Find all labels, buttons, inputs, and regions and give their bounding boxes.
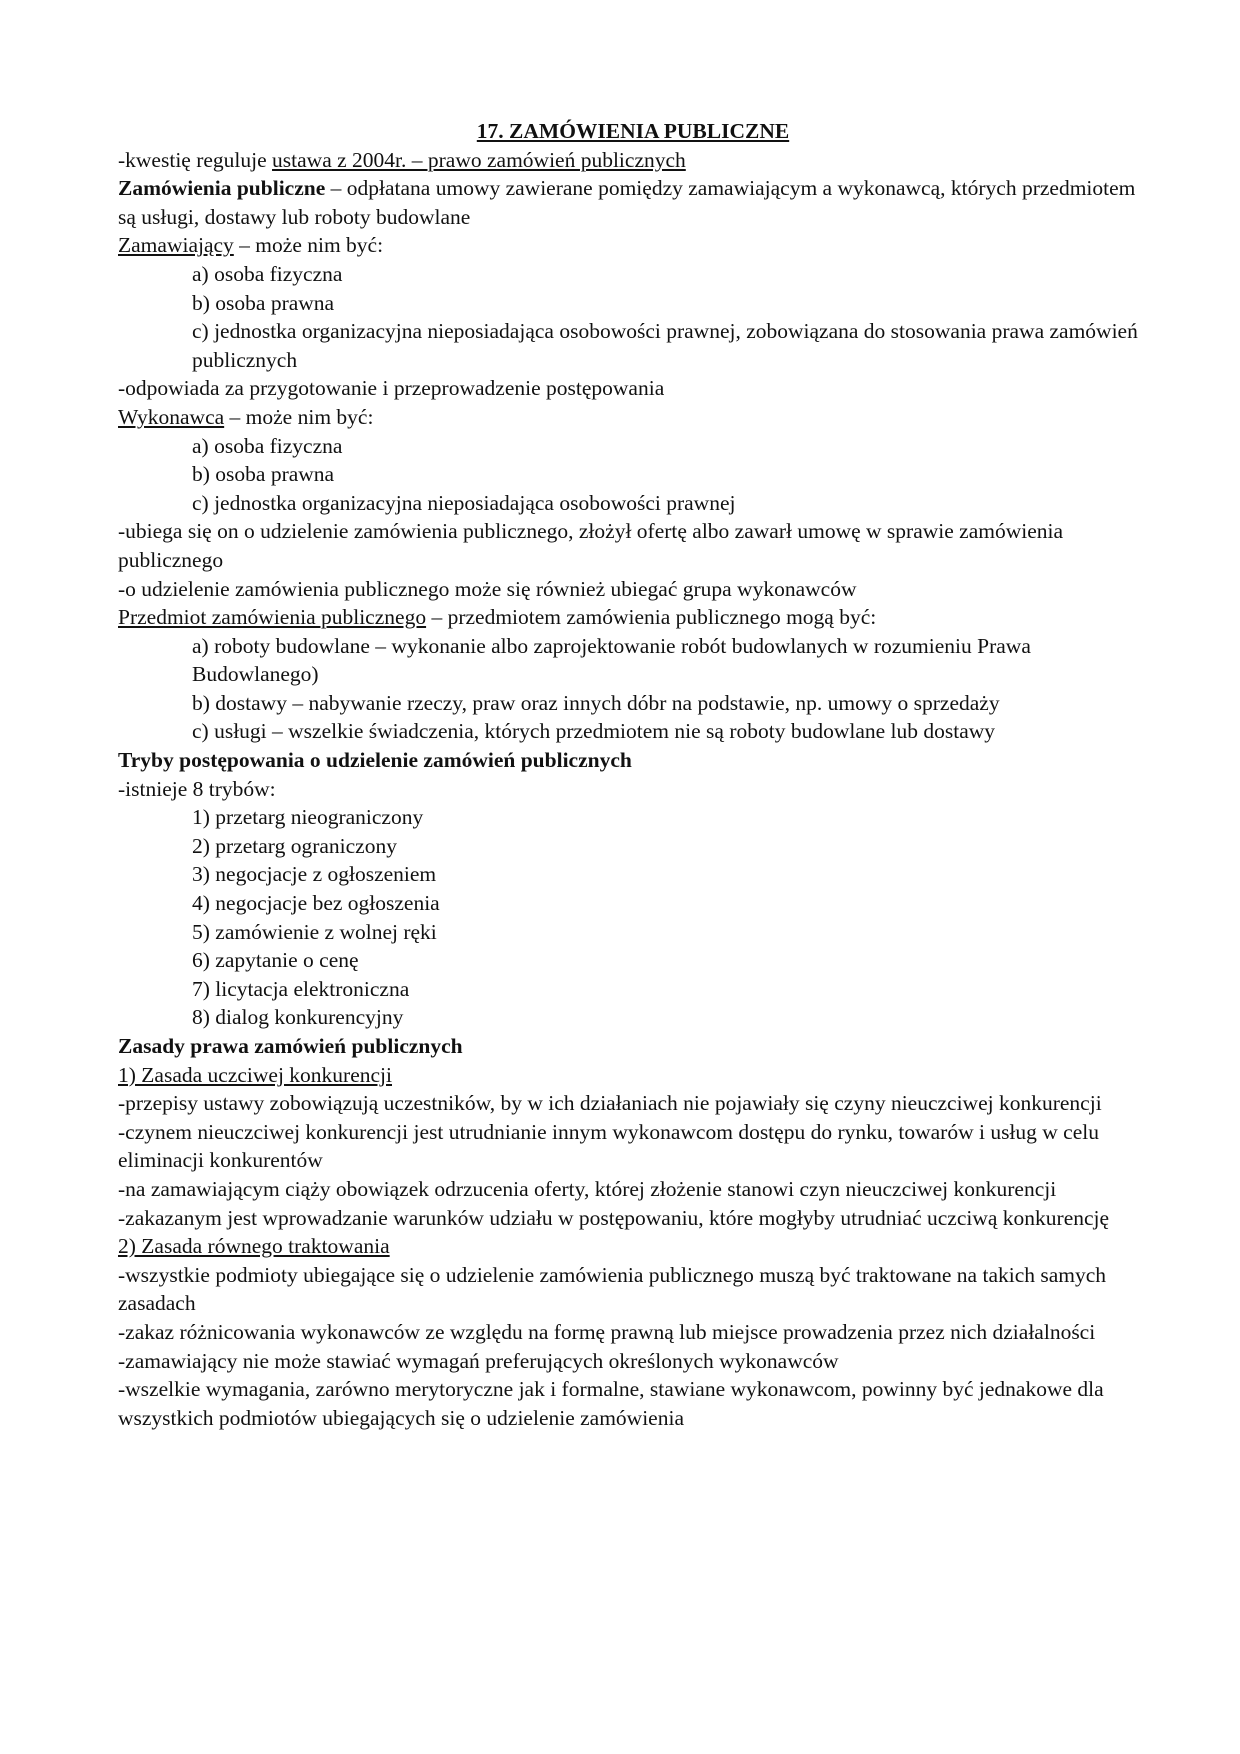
- zasada-2-line: -wszelkie wymagania, zarówno merytoryczne jak i formalne, stawiane wykonawcom, powinny być jednakowe dla wszystkich podmiotów ubiegających się o udzielenie zamówienia: [118, 1377, 1104, 1430]
- wykonawca-heading-rest: – może nim być:: [224, 404, 374, 429]
- list-item: 1) przetarg nieograniczony: [192, 805, 424, 830]
- definition-term: Zamówienia publiczne: [118, 176, 326, 201]
- list-item: 4) negocjacje bez ogłoszenia: [192, 891, 440, 916]
- zasada-1-heading: 1) Zasada uczciwej konkurencji: [118, 1062, 392, 1087]
- document-title: 17. ZAMÓWIENIA PUBLICZNE: [476, 119, 790, 143]
- zamawiajacy-heading: Zamawiający: [118, 233, 234, 258]
- zasada-2-line: -zamawiający nie może stawiać wymagań preferujących określonych wykonawców: [118, 1348, 839, 1373]
- wykonawca-list: [118, 432, 1140, 518]
- zasada-2-line: -zakaz różnicowania wykonawców ze względu na formę prawną lub miejsce prowadzenia przez nich działalności: [118, 1319, 1096, 1344]
- zamawiajacy-note: -odpowiada za przygotowanie i przeprowadzenie postępowania: [118, 376, 665, 401]
- wykonawca-heading-line: [118, 403, 1140, 432]
- list-item: c) jednostka organizacyjna nieposiadająca osobowości prawnej, zobowiązana do stosowania prawa zamówień publicznych: [192, 319, 1138, 372]
- definition-paragraph: [118, 174, 1140, 231]
- wykonawca-note: -ubiega się on o udzielenie zamówienia publicznego, złożył ofertę albo zawarł umowę w sprawie zamówienia publicznego: [118, 519, 1064, 572]
- tryby-heading: Tryby postępowania o udzielenie zamówień publicznych: [118, 748, 632, 773]
- list-item: 5) zamówienie z wolnej ręki: [192, 919, 437, 944]
- tryby-intro: -istnieje 8 trybów:: [118, 776, 276, 801]
- zasada-1-line: -czynem nieuczciwej konkurencji jest utrudnianie innym wykonawcom dostępu do rynku, towarów i usług w celu eliminacji konkurentów: [118, 1119, 1099, 1173]
- list-item: b) dostawy – nabywanie rzeczy, praw oraz innych dóbr na podstawie, np. umowy o sprzedaży: [192, 690, 1000, 715]
- tryby-list: [118, 803, 1140, 1032]
- przedmiot-heading-line: [118, 603, 1140, 632]
- zamawiajacy-heading-rest: – może nim być:: [233, 233, 384, 258]
- intro-line: [118, 146, 1140, 175]
- zasada-1-line: -zakazanym jest wprowadzanie warunków udziału w postępowaniu, które mogłyby utrudniać uczciwą konkurencję: [118, 1205, 1110, 1230]
- wykonawca-note: -o udzielenie zamówienia publicznego może się również ubiegać grupa wykonawców: [118, 576, 857, 601]
- list-item: a) roboty budowlane – wykonanie albo zaprojektowanie robót budowlanych w rozumieniu Prawa Budowlanego): [192, 633, 1031, 687]
- list-item: 8) dialog konkurencyjny: [192, 1005, 404, 1030]
- zasada-1-line: -na zamawiającym ciąży obowiązek odrzucenia oferty, której złożenie stanowi czyn nieuczciwej konkurencji: [118, 1176, 1057, 1201]
- list-item: b) osoba prawna: [192, 462, 335, 487]
- zasady-heading: Zasady prawa zamówień publicznych: [118, 1034, 463, 1058]
- zamawiajacy-heading-line: [118, 231, 1140, 260]
- intro-prefix: -kwestię reguluje: [118, 147, 273, 172]
- zamawiajacy-list: [118, 260, 1140, 374]
- list-item: a) osoba fizyczna: [192, 261, 343, 286]
- zasada-1-line: -przepisy ustawy zobowiązują uczestników, by w ich działaniach nie pojawiały się czyny nieuczciwej konkurencji: [118, 1091, 1102, 1116]
- przedmiot-heading: Przedmiot zamówienia publicznego: [118, 605, 427, 630]
- list-item: 2) przetarg ograniczony: [192, 833, 397, 858]
- list-item: b) osoba prawna: [192, 290, 335, 315]
- przedmiot-list: [118, 632, 1140, 746]
- wykonawca-heading: Wykonawca: [118, 404, 225, 429]
- list-item: a) osoba fizyczna: [192, 433, 343, 458]
- przedmiot-heading-rest: – przedmiotem zamówienia publicznego mogą być:: [426, 605, 877, 630]
- zasada-2-line: -wszystkie podmioty ubiegające się o udzielenie zamówienia publicznego muszą być traktowane na takich samych zasadach: [118, 1262, 1107, 1316]
- list-item: 7) licytacja elektroniczna: [192, 976, 410, 1001]
- list-item: c) usługi – wszelkie świadczenia, których przedmiotem nie są roboty budowlane lub dostawy: [192, 719, 996, 744]
- zasada-2-heading: 2) Zasada równego traktowania: [118, 1234, 390, 1259]
- list-item: 3) negocjacje z ogłoszeniem: [192, 862, 437, 887]
- list-item: c) jednostka organizacyjna nieposiadająca osobowości prawnej: [192, 490, 736, 515]
- list-item: 6) zapytanie o cenę: [192, 948, 359, 973]
- intro-law-reference: ustawa z 2004r. – prawo zamówień publicznych: [272, 147, 686, 172]
- definition-text: – odpłatana umowy zawierane pomiędzy zamawiającym a wykonawcą, których przedmiotem są usługi, dostawy lub roboty budowlane: [118, 176, 1136, 229]
